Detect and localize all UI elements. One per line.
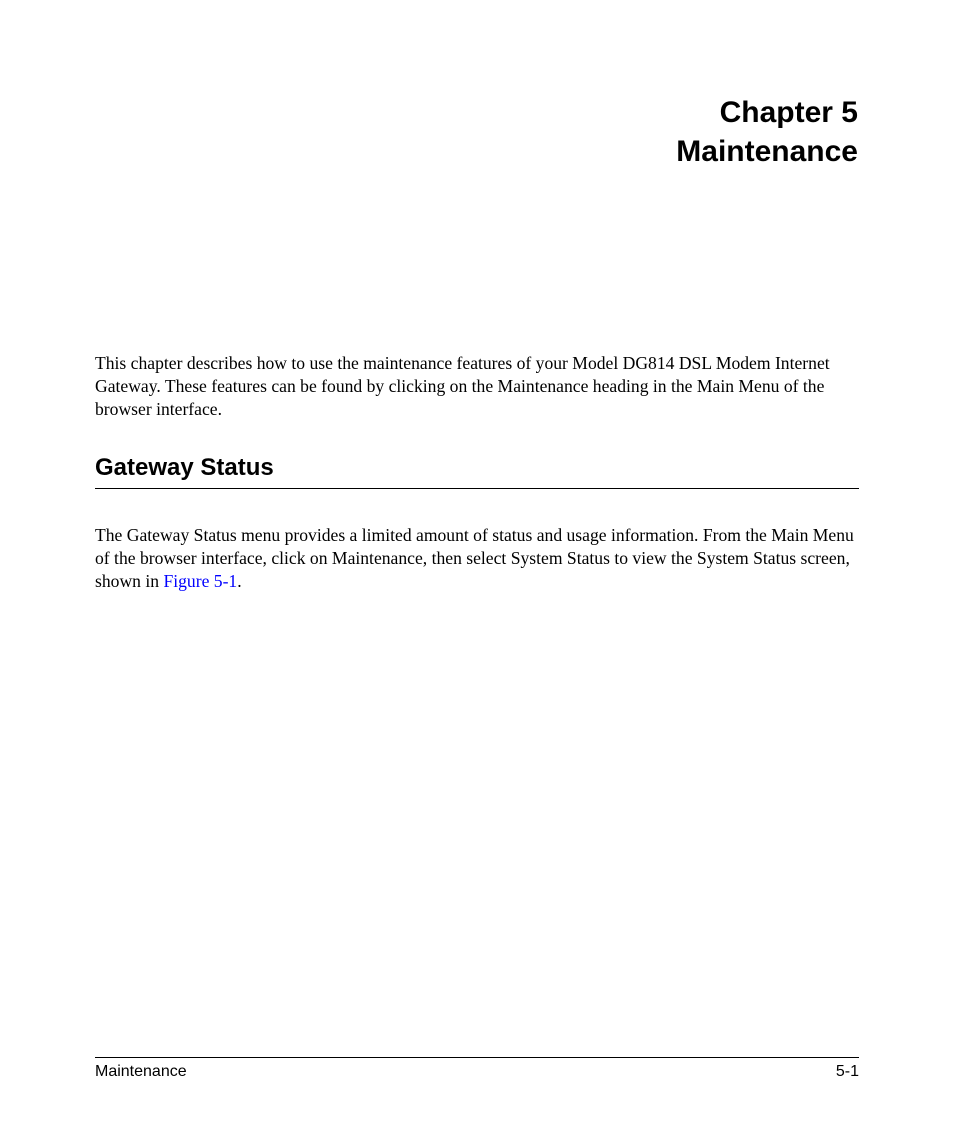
intro-paragraph: This chapter describes how to use the maintenance features of your Model DG814 DSL Modem Internet Gateway. These features can be found by clicking on the Maintenance heading in the Main Menu of the browser interface. — [95, 353, 830, 419]
chapter-title — [676, 93, 858, 171]
chapter-number: Chapter 5 — [719, 96, 858, 129]
section-heading-gateway-status: Gateway Status — [95, 451, 859, 489]
page-number: 5-1 — [835, 1063, 859, 1080]
paragraph-text: The Gateway Status menu provides a limited amount of status and usage information. From the Main Menu of the browser interface, click on Maintenance, then select System Status to view the System Status screen, shown in — [95, 525, 854, 591]
figure-5-1-link[interactable]: Figure 5-1 — [163, 571, 238, 591]
chapter-name: Maintenance — [676, 135, 858, 168]
gateway-status-paragraph — [95, 524, 865, 593]
footer-chapter-name: Maintenance — [95, 1063, 187, 1080]
paragraph-end: . — [237, 571, 242, 591]
page-footer — [95, 1057, 859, 1082]
